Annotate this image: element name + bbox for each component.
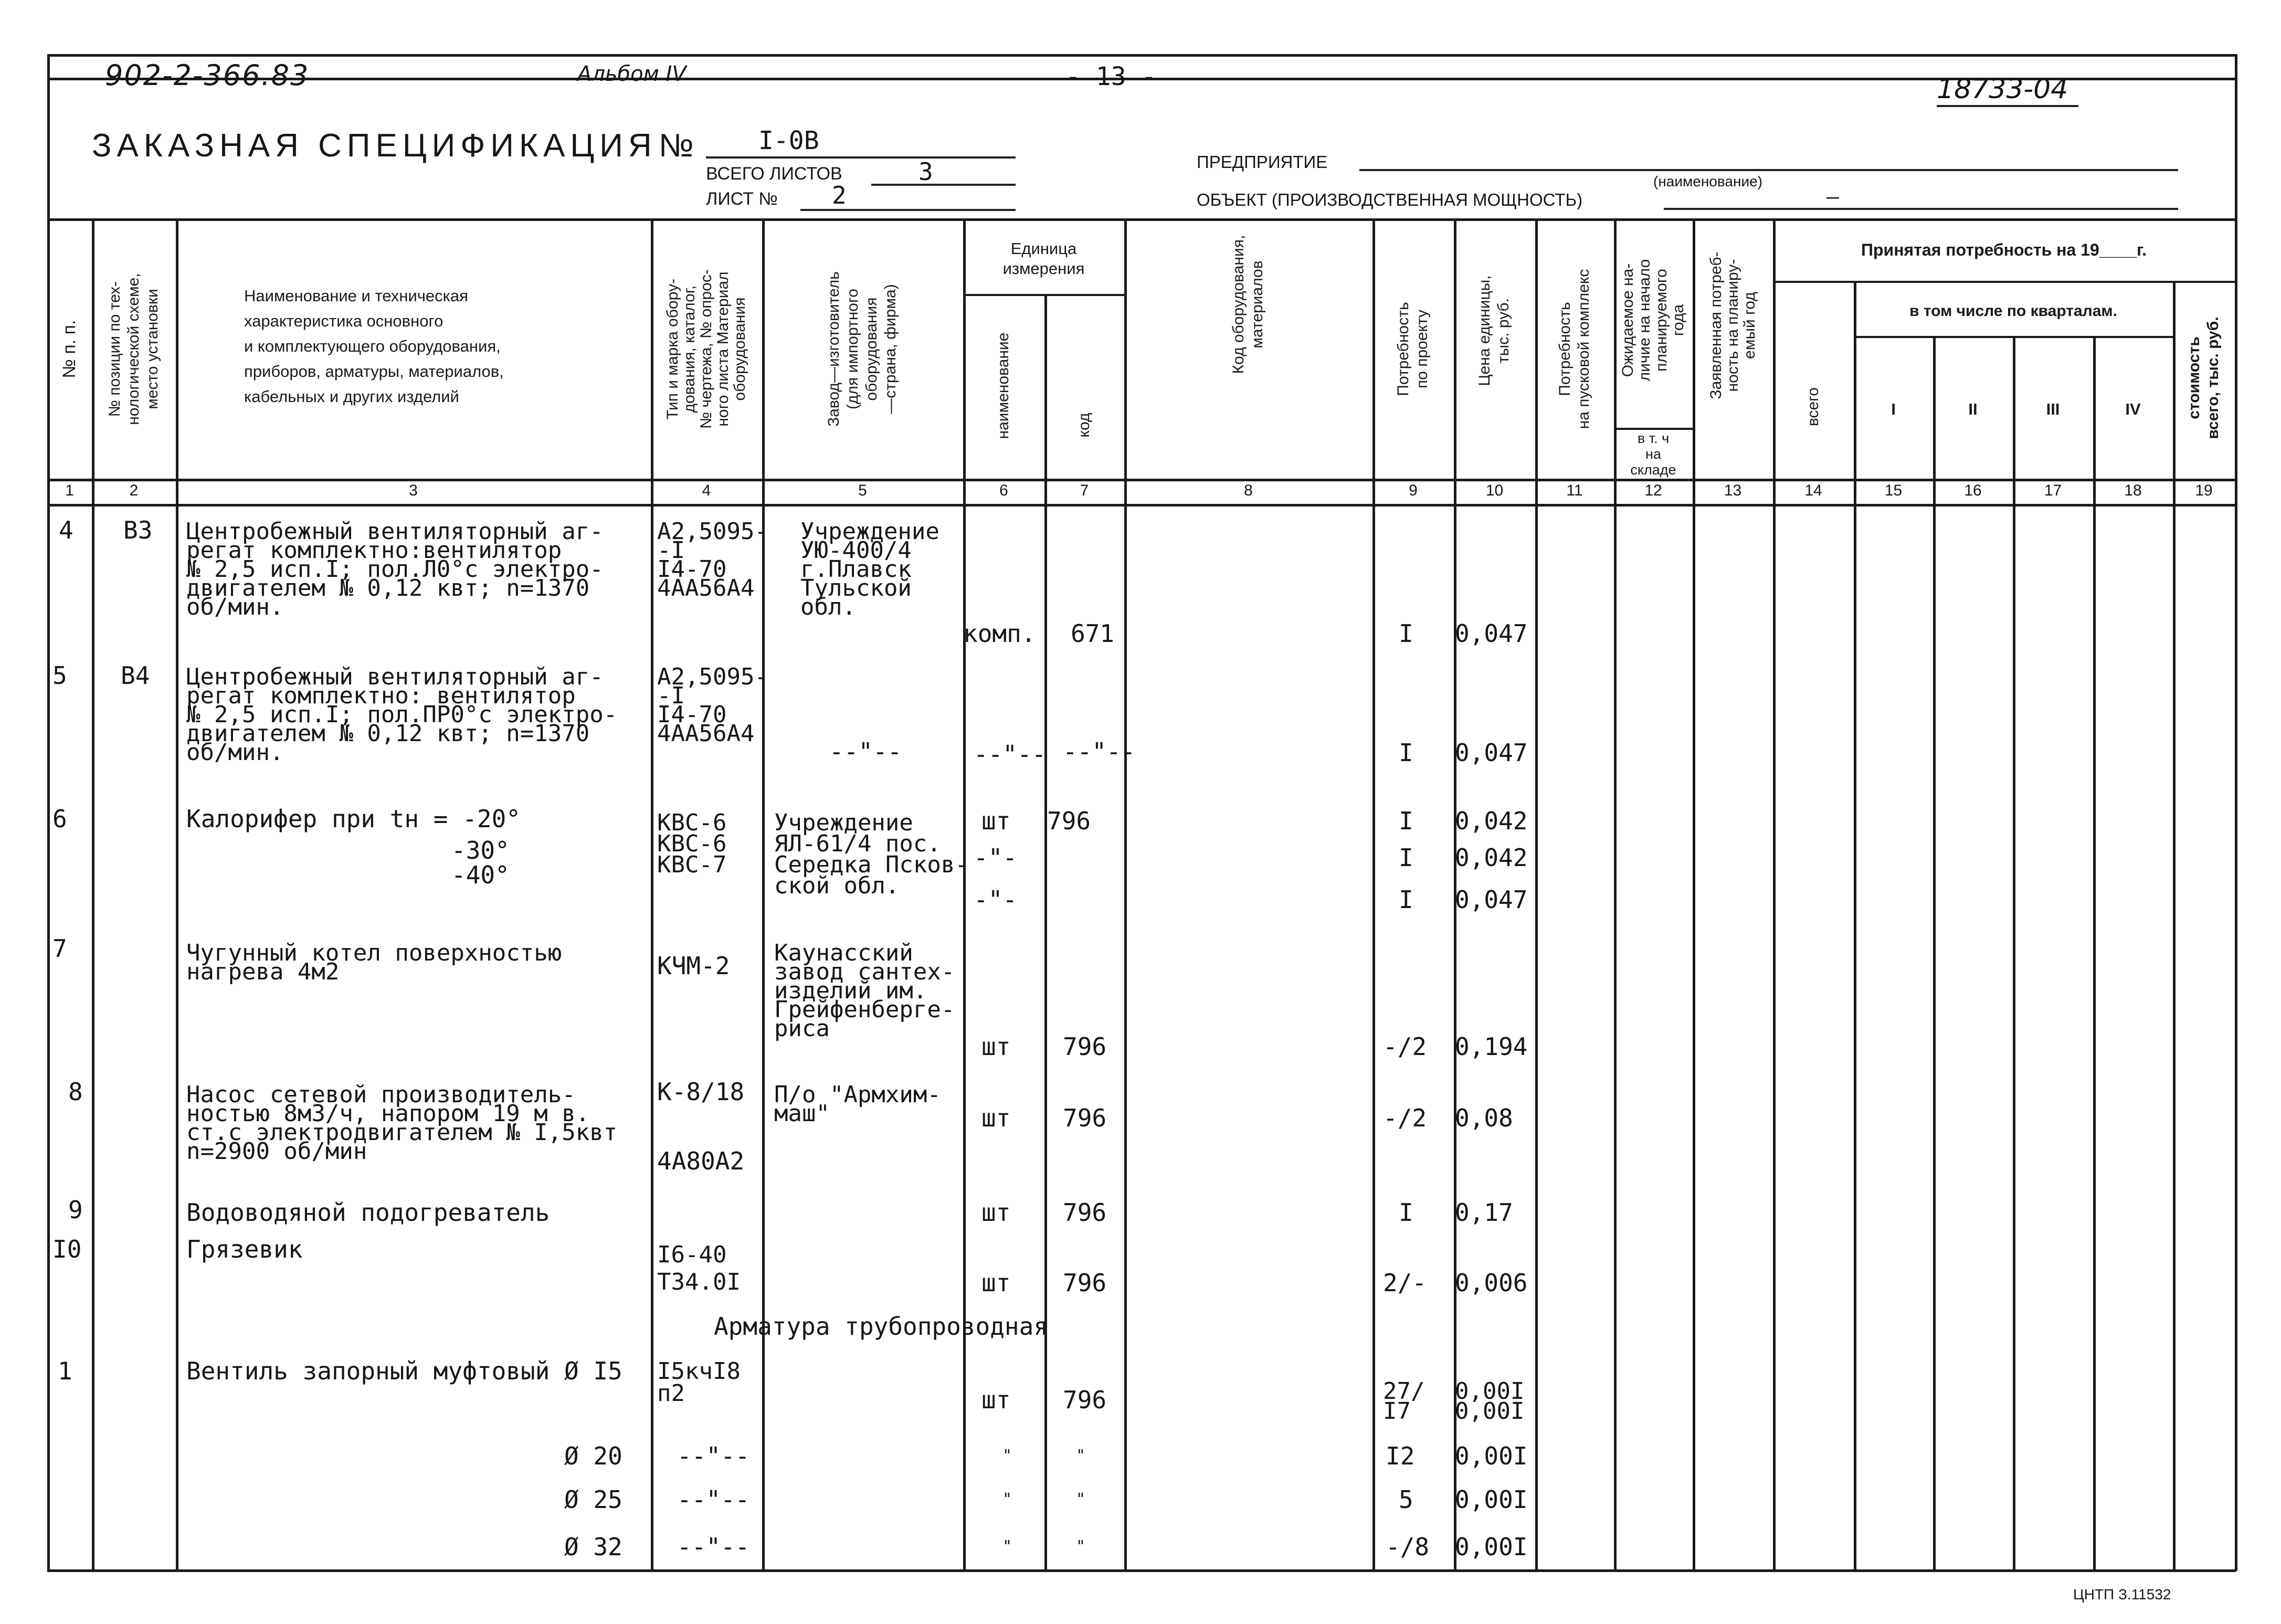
row-number: I0 — [52, 1235, 82, 1263]
row-type: К-8/18 — [657, 1078, 745, 1106]
column-number: 15 — [1884, 482, 1903, 499]
row-unit: комп. — [963, 619, 1036, 648]
row-price: 0,047 — [1455, 885, 1528, 914]
column-number: 13 — [1724, 482, 1742, 499]
col-header-14: всего — [1804, 387, 1822, 427]
spec-number-value: I-0В — [758, 126, 819, 155]
row-need: 5 — [1399, 1485, 1413, 1514]
row-unit: -"- — [974, 843, 1018, 872]
column-number: 16 — [1964, 482, 1982, 499]
row-unit: шт — [981, 1269, 1011, 1297]
row-name: Водоводяной подогреватель — [186, 1198, 550, 1227]
naming-note: (наименование) — [1653, 173, 1762, 189]
col-header-11: Потребность на пусковой комплекс — [1556, 269, 1592, 429]
column-number: 1 — [65, 482, 74, 499]
row-type: --"-- — [677, 1485, 750, 1514]
row-unit: " — [1002, 1490, 1012, 1509]
quarter-2-header: II — [1968, 400, 1978, 418]
row-position: В3 — [123, 516, 153, 544]
row-name: Центробежный вентиляторный аг- регат комплектно: вентилятор № 2,5 исп.I; пол.ПР0°с электро- двигателем № 0,12 квт; n=1370 об/мин. — [186, 663, 618, 766]
unit-group-header: Единица измерения — [1002, 239, 1085, 278]
row-code: 796 — [1063, 1032, 1107, 1061]
row-maker: --"-- — [829, 737, 902, 766]
row-code: 671 — [1071, 619, 1115, 648]
row-price: 0,042 — [1455, 807, 1528, 835]
row-code: " — [1076, 1537, 1086, 1556]
row-type: КВС-6 КВС-6 КВС-7 — [657, 809, 727, 878]
row-price: 0,08 — [1455, 1104, 1513, 1132]
row-name: Ø 32 — [564, 1533, 622, 1561]
row-unit: --"-- — [974, 740, 1047, 768]
column-number: 7 — [1080, 482, 1089, 499]
row-type: А2,5095- -I I4-70 4АА56А4 — [657, 663, 768, 747]
row-need: -/8 — [1386, 1533, 1430, 1561]
row-number: 9 — [68, 1196, 83, 1224]
footer-stamp: ЦНТП З.11532 — [2073, 1586, 2171, 1602]
row-need: I — [1399, 619, 1413, 648]
sheet-label: ЛИСТ № — [706, 189, 778, 209]
row-price: 0,17 — [1455, 1198, 1513, 1227]
spec-number-label: № — [659, 128, 694, 164]
column-number: 8 — [1244, 482, 1253, 499]
row-maker: Учреждение ЯЛ-61/4 пос. Середка Псков- ской обл. — [774, 809, 969, 899]
column-number: 4 — [702, 482, 711, 499]
row-name: Ø 20 — [564, 1442, 622, 1470]
section-heading: Арматура трубопроводная — [714, 1312, 1048, 1341]
row-type: 4А80А2 — [657, 1147, 745, 1175]
document-number: 18733-04 — [1937, 73, 2068, 105]
row-position: В4 — [121, 661, 150, 690]
row-number: 1 — [58, 1357, 72, 1385]
row-code: " — [1076, 1447, 1086, 1465]
row-maker: П/о "Армхим- маш" — [774, 1081, 941, 1127]
row-name-variant: -40° — [451, 861, 510, 889]
row-number: 6 — [52, 805, 67, 833]
row-unit: шт — [981, 807, 1011, 835]
column-number: 17 — [2044, 482, 2062, 499]
row-name-variant: -30° — [451, 836, 510, 864]
col-header-7: код — [1075, 413, 1093, 438]
object-label: ОБЪЕКТ (ПРОИЗВОДСТВЕННАЯ МОЩНОСТЬ) — [1197, 190, 1583, 209]
row-name: Насос сетевой производитель- ностью 8м3/ч, напором 19 м в. ст.с электродвигателем № I,5квт n=2900 об/мин — [186, 1081, 618, 1165]
sheet-value: 2 — [832, 181, 847, 209]
column-number: 14 — [1804, 482, 1822, 499]
row-code: 796 — [1047, 807, 1091, 835]
row-name: Ø 25 — [564, 1485, 622, 1514]
row-unit: шт — [981, 1104, 1011, 1132]
row-type: I5кчI8 п2 — [657, 1358, 741, 1407]
row-unit: шт — [981, 1032, 1011, 1061]
enterprise-label: ПРЕДПРИЯТИЕ — [1197, 152, 1328, 172]
row-type: КЧМ-2 — [657, 952, 730, 980]
col-header-4: Тип и марка обору- дования, каталог, № чертежа, № опрос- ного листа Материал оборудования — [664, 269, 748, 429]
row-price: 0,00I — [1455, 1485, 1528, 1514]
row-price: 0,047 — [1455, 739, 1528, 767]
row-code: 796 — [1063, 1198, 1107, 1227]
row-maker: Каунасский завод сантех- изделий им. Грейфенберге- риса — [774, 940, 955, 1042]
column-number: 19 — [2195, 482, 2213, 499]
row-price: 0,00I — [1455, 1533, 1528, 1561]
column-number: 18 — [2124, 482, 2142, 499]
row-need: I — [1399, 1198, 1413, 1227]
row-need: I — [1399, 807, 1413, 835]
col-header-5: Завод—изготовитель (для импортного оборудования —страна, фирма) — [825, 271, 899, 427]
row-unit: шт — [981, 1198, 1011, 1227]
quarter-4-header: IV — [2125, 400, 2141, 418]
col-header-3: Наименование и техническая характеристика основного и комплектующего оборудования, приборов, арматуры, материалов, кабельных и других изделий — [244, 287, 504, 406]
row-price: 0,042 — [1455, 843, 1528, 872]
quarter-1-header: I — [1891, 400, 1896, 418]
row-price: 0,00I 0,00I — [1455, 1378, 1525, 1425]
col-header-12-sub: в т. ч на складе — [1630, 430, 1676, 478]
row-type: --"-- — [677, 1442, 750, 1470]
row-unit: -"- — [974, 885, 1018, 914]
column-number: 9 — [1409, 482, 1418, 499]
col-header-19: стоимость всего, тыс. руб. — [2185, 317, 2222, 439]
row-unit: " — [1002, 1537, 1012, 1556]
row-unit: " — [1002, 1447, 1012, 1465]
row-code: --"-- — [1063, 737, 1136, 766]
row-unit: шт — [981, 1386, 1011, 1414]
col-header-12: Ожидаемое на- личие на начало планируемого года — [1619, 259, 1687, 382]
row-need: I — [1399, 885, 1413, 914]
col-header-9: Потребность по проекту — [1395, 302, 1431, 396]
row-need: I2 — [1386, 1442, 1415, 1470]
spec-title: ЗАКАЗНАЯ СПЕЦИФИКАЦИЯ — [92, 128, 657, 164]
object-value: — — [1826, 185, 1840, 209]
row-type: I6-40 Т34.0I — [657, 1241, 741, 1295]
row-name: Вентиль запорный муфтовый Ø I5 — [186, 1357, 622, 1385]
row-code: 796 — [1063, 1269, 1107, 1297]
row-maker: Учреждение УЮ-400/4 г.Плавск Тульской обл. — [800, 518, 939, 620]
row-name: Грязевик — [186, 1235, 303, 1263]
row-price: 0,194 — [1455, 1032, 1528, 1061]
row-price: 0,006 — [1455, 1269, 1528, 1297]
quarter-3-header: III — [2046, 400, 2060, 418]
row-price: 0,00I — [1455, 1442, 1528, 1470]
row-number: 5 — [52, 661, 67, 690]
row-name: Центробежный вентиляторный аг- регат комплектно:вентилятор № 2,5 исп.I; пол.Л0°с электро- двигателем № 0,12 квт; n=1370 об/мин. — [186, 518, 604, 620]
row-type: --"-- — [677, 1533, 750, 1561]
col-header-13: Заявленная потреб- ность на планиру- емый год — [1707, 251, 1758, 399]
row-number: 8 — [68, 1078, 83, 1106]
accepted-need-header: Принятая потребность на 19____г. — [1861, 240, 2147, 259]
column-number: 10 — [1485, 482, 1504, 499]
row-code: 796 — [1063, 1104, 1107, 1132]
row-need: I — [1399, 739, 1413, 767]
col-header-6: наименование — [995, 332, 1012, 439]
col-header-10: Цена единицы, тыс. руб. — [1476, 275, 1512, 386]
column-number: 6 — [999, 482, 1008, 499]
column-number: 2 — [129, 482, 139, 499]
col-header-8: Код оборудования, материалов — [1230, 235, 1266, 374]
row-price: 0,047 — [1455, 619, 1528, 648]
row-need: 2/- — [1383, 1269, 1427, 1297]
row-code: " — [1076, 1490, 1086, 1509]
col-header-2: № позиции по тех- нологической схеме, место установки — [106, 273, 161, 425]
column-number: 11 — [1566, 482, 1583, 499]
row-type: А2,5095- -I I4-70 4АА56А4 — [657, 518, 768, 602]
row-need: 27/ I7 — [1383, 1378, 1425, 1425]
quarters-header: в том числе по кварталам. — [1909, 302, 2117, 320]
col-header-1: № п. п. — [59, 320, 79, 378]
row-need: I — [1399, 843, 1413, 872]
total-sheets-value: 3 — [918, 157, 933, 186]
row-name: Калорифер при tн = -20° — [186, 805, 521, 833]
row-number: 4 — [59, 516, 73, 544]
page-number: - 13 - — [1065, 62, 1157, 91]
column-number: 3 — [409, 482, 418, 499]
row-need: -/2 — [1383, 1104, 1427, 1132]
album-label: Альбом IV — [577, 62, 687, 86]
row-number: 7 — [52, 934, 67, 963]
total-sheets-label: ВСЕГО ЛИСТОВ — [706, 164, 842, 184]
column-number: 5 — [858, 482, 867, 499]
column-number: 12 — [1644, 482, 1662, 499]
project-code: 902-2-366.83 — [105, 59, 310, 92]
row-need: -/2 — [1383, 1032, 1427, 1061]
row-code: 796 — [1063, 1386, 1107, 1414]
row-name: Чугунный котел поверхностью нагрева 4м2 — [186, 940, 562, 985]
